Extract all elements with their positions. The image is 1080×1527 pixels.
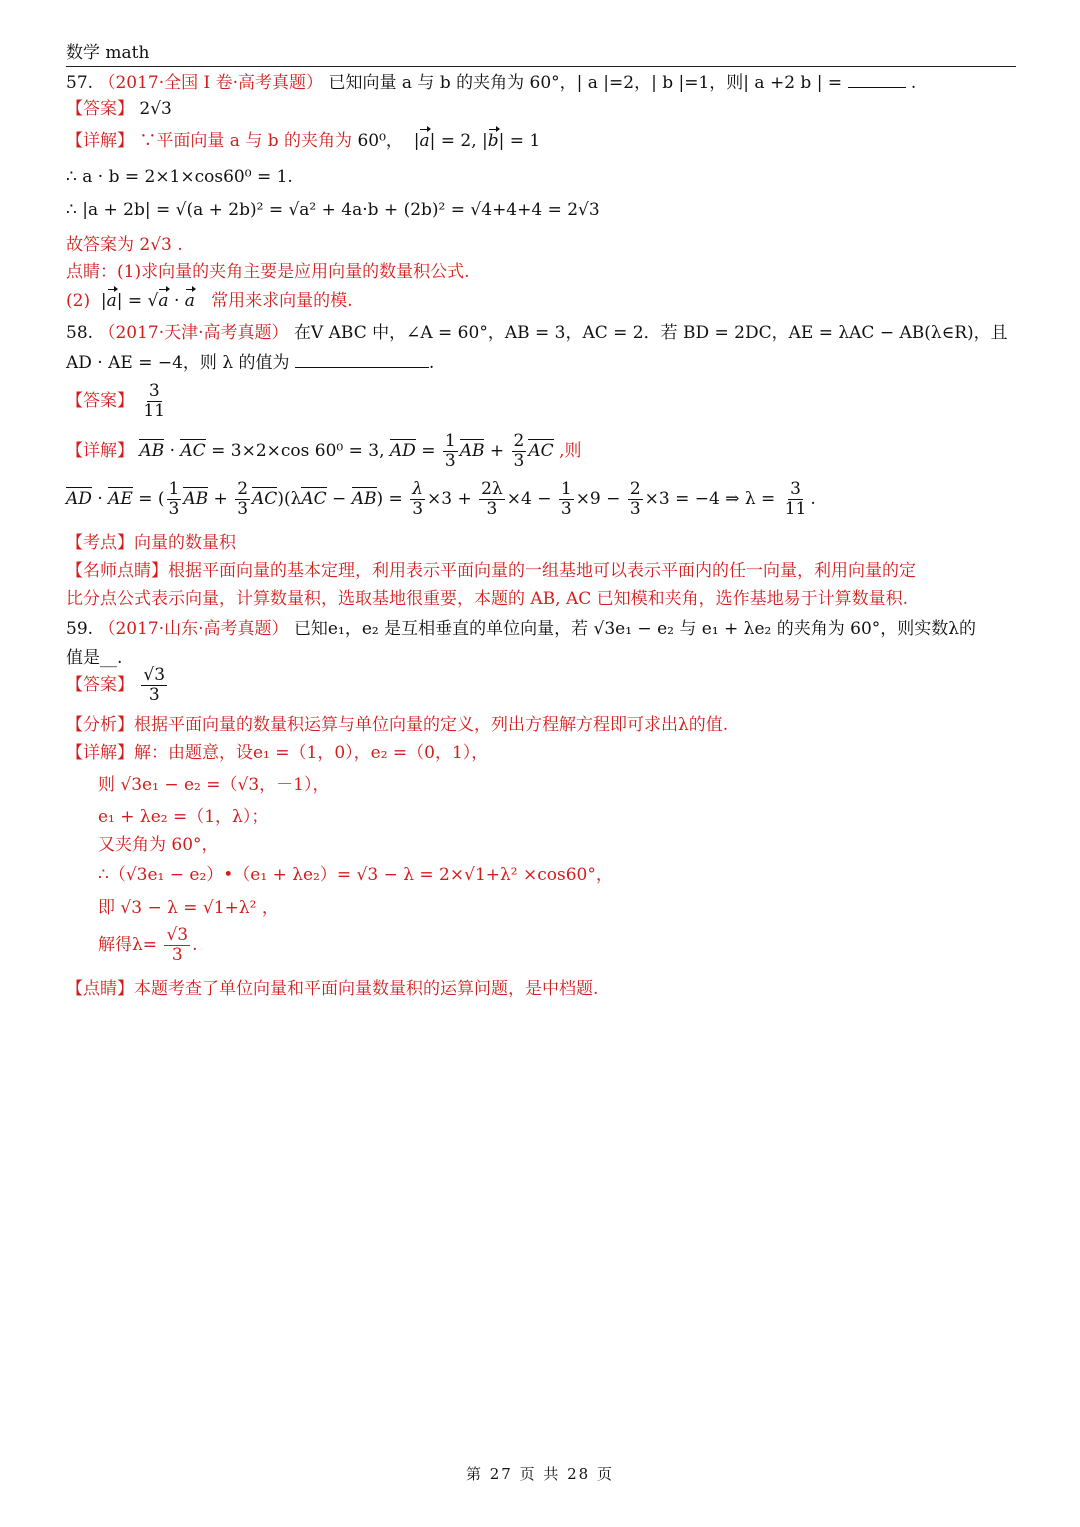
q57-detail-norms: |a| = 2, |b| = 1 [408, 131, 540, 151]
q59-detail-3: e₁ + λe₂ =（1，λ）； [98, 807, 269, 827]
q57-detail-label: 【详解】 [66, 131, 134, 151]
q58-detail-line [66, 432, 581, 471]
q58-answer-num: 3 [148, 381, 160, 401]
q57-detail-text: ∵平面向量 a 与 b 的夹角为 [139, 131, 353, 151]
q59-detail-label: 【详解】 [66, 743, 134, 763]
q59-detail-1: 解：由题意，设e₁ =（1，0），e₂ =（0，1）， [134, 743, 489, 763]
q58-mingshi-label: 【名师点睛】 [66, 561, 168, 581]
q58-answer-label: 【答案】 [66, 391, 134, 411]
q57-note2-suffix: 常用来求向量的模. [211, 291, 353, 311]
page-footer: 第 27 页 共 28 页 [465, 1465, 614, 1483]
q57-note2-prefix: (2) [66, 291, 91, 311]
q57-answer-label: 【答案】 [66, 99, 134, 119]
q57-detail-line [66, 128, 540, 154]
q59-detail-7: 解得λ= [98, 935, 158, 955]
q57-note2-formula: |a| = √a · a [96, 291, 206, 311]
q58-stem-part1: 在V ABC 中，∠A = 60°，AB = 3，AC = 2．若 BD = 2DC，AE = λAC − AB(λ∈R)，且 [293, 323, 1008, 343]
q57-number: 57. [66, 73, 94, 93]
q59-final-fraction [164, 926, 190, 965]
q58-stem-line2: AD · AE = −4，则 λ 的值为 . [66, 353, 435, 373]
q59-note-label: 【点睛】 [66, 979, 134, 999]
q57-detail-angle: 60⁰， [357, 131, 403, 151]
q58-source: （2017·天津·高考真题） [98, 323, 289, 343]
q59-detail-6: 即 √3 − λ = √1+λ² ， [98, 898, 279, 918]
q58-answer-blank [295, 367, 429, 368]
q57-stem-line: 57. （2017·全国 I 卷·高考真题） 已知向量 a 与 b 的夹角为 60°，| a |=2，| b |=1，则| a +2 b | = . [66, 73, 917, 93]
q59-note-line [66, 976, 598, 1002]
q58-kaodian-label: 【考点】 [66, 533, 134, 553]
q59-detail-4: 又夹角为 60°， [98, 835, 219, 855]
q58-detail-then: ,则 [559, 441, 582, 461]
q58-mingshi-2: 比分点公式表示向量，计算数量积，选取基地很重要，本题的 AB, AC 已知模和夹角，选作基地易于计算数量积. [66, 589, 909, 609]
q57-conclusion: 故答案为 2√3 . [66, 235, 183, 255]
q57-answer-blank [848, 87, 906, 88]
q59-analysis-label: 【分析】 [66, 715, 134, 735]
q59-detail-line1 [66, 740, 488, 766]
q59-note: 本题考查了单位向量和平面向量数量积的运算问题，是中档题. [134, 979, 599, 999]
q59-detail-7-line: 解得λ= $\frac{√3}{3}$ . [98, 925, 198, 965]
q59-stem: 已知e₁，e₂ 是互相垂直的单位向量，若 √3e₁ − e₂ 与 e₁ + λe₂ 的夹角为 60°，则实数λ的 [293, 619, 977, 639]
q58-detail-line2: AD · AE = ( $\frac{1}{3}$ AB + $\frac{2}{3}$ AC)(λAC − AB) = $\frac{\lambda}{3}$ ×3 + $\frac{2\lambda}{3}$ ×4 − $\frac{1}{3}$ ×9 − $\frac{2}{3}$ ×3 = −4 ⇒ λ = $\frac{3}{11}$ . [66, 479, 816, 519]
q57-answer: 2√3 [139, 99, 172, 119]
q58-detail-label: 【详解】 [66, 441, 134, 461]
q59-source: （2017·山东·高考真题） [98, 619, 289, 639]
q58-kaodian-line [66, 530, 236, 556]
q59-answer-line [66, 666, 169, 705]
q58-answer-den: 11 [143, 401, 166, 421]
page-body [66, 40, 1016, 999]
q58-detail-formula: AB · AC = 3×2×cos 60⁰ = 3, AD = $\frac{1}{3}$ AB + $\frac{2}{3}$ AC [139, 431, 554, 471]
q58-answer-fraction [141, 382, 167, 421]
q59-answer-label: 【答案】 [66, 675, 134, 695]
q57-note2 [66, 288, 353, 314]
q58-kaodian: 向量的数量积 [134, 533, 236, 553]
q57-note1: 点睛：(1)求向量的夹角主要是应用向量的数量积公式. [66, 262, 470, 282]
q57-stem: 已知向量 a 与 b 的夹角为 60°，| a |=2，| b |=1，则| a +2 b | = [328, 73, 843, 93]
q59-detail-2: 则 √3e₁ − e₂ =（√3，－1）， [98, 775, 330, 795]
q59-detail-5: ∴（√3e₁ − e₂）•（e₁ + λe₂）= √3 − λ = 2×√1+λ² ×cos60°， [98, 865, 613, 885]
q58-answer-line [66, 382, 169, 421]
q58-mingshi-line1 [66, 558, 916, 584]
q58-number: 58. [66, 323, 94, 343]
q59-answer-fraction [141, 666, 167, 705]
q57-source: （2017·全国 I 卷·高考真题） [98, 73, 324, 93]
q57-answer-line [66, 96, 172, 122]
q58-mingshi-1: 根据平面向量的基本定理，利用表示平面向量的一组基地可以表示平面内的任一向量，利用向量的定 [168, 561, 916, 581]
q59-answer-den: 3 [148, 685, 160, 705]
q59-stem-line1 [66, 616, 976, 642]
q57-step1: ∴ a · b = 2×1×cos60⁰ = 1. [66, 167, 293, 187]
q59-final-num: √3 [166, 925, 189, 945]
q59-answer-num: √3 [143, 665, 166, 685]
q58-stem-part2: AD · AE = −4，则 λ 的值为 [66, 353, 290, 373]
page-header: 数学 math [66, 40, 1016, 67]
q58-stem-line1 [66, 320, 1008, 346]
q59-analysis: 根据平面向量的数量积运算与单位向量的定义，列出方程解方程即可求出λ的值. [134, 715, 729, 735]
q59-number: 59. [66, 619, 94, 639]
q57-step2: ∴ |a + 2b| = √(a + 2b)² = √a² + 4a·b + (2b)² = √4+4+4 = 2√3 [66, 200, 600, 220]
q59-analysis-line [66, 712, 728, 738]
q59-stem-2: 值是__. [66, 648, 123, 668]
q59-final-den: 3 [171, 945, 183, 965]
